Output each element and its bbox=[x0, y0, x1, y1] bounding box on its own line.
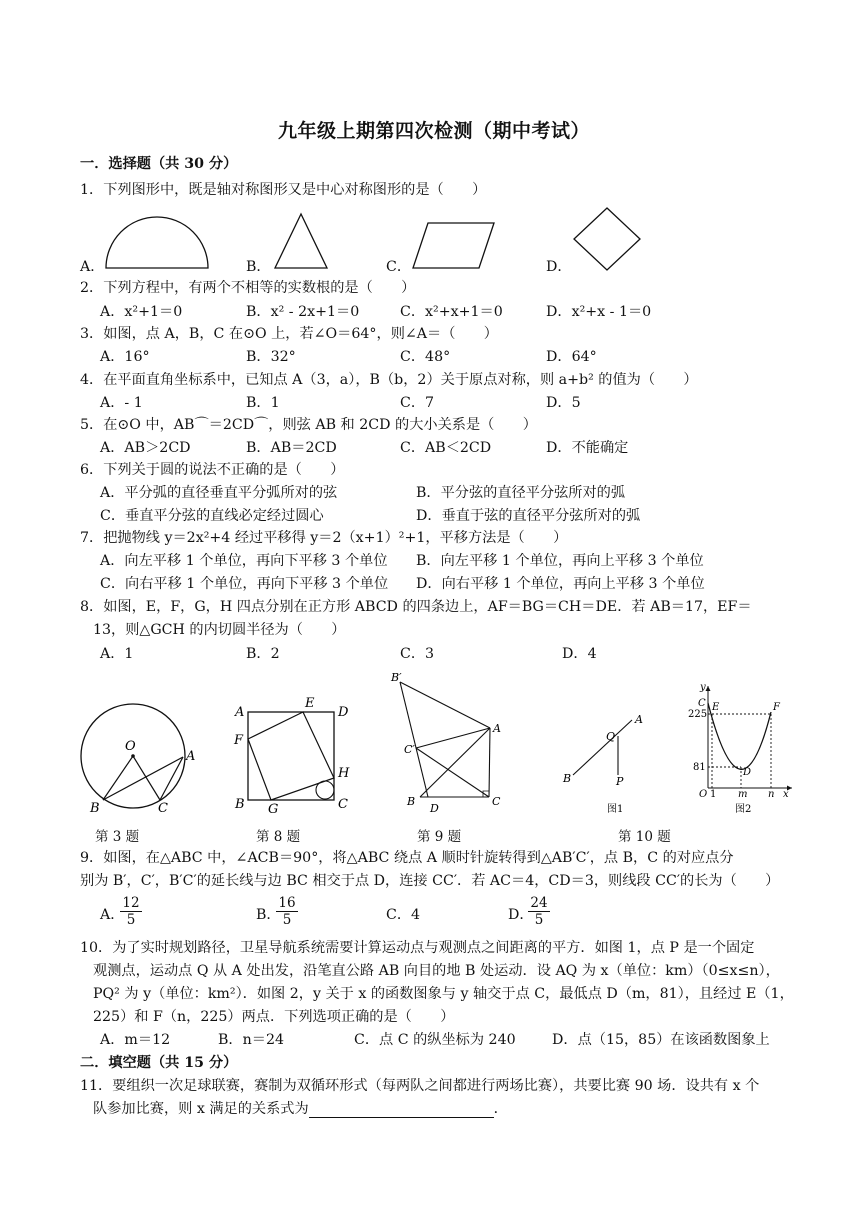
question-8-line1: 8．如图，E，F，G，H 四点分别在正方形 ABCD 的四条边上，AF＝BG＝CH＝DE．若 AB＝17，EF＝ bbox=[80, 599, 752, 615]
fig3-label-o: O bbox=[125, 739, 136, 754]
q1-option-b: B． bbox=[246, 259, 271, 275]
q5-option-d: D．不能确定 bbox=[546, 440, 629, 456]
figure-q3 bbox=[81, 704, 195, 816]
question-10-line4: 225）和 F（n，225）两点．下列选项正确的是（ ） bbox=[93, 1009, 455, 1025]
q8-option-b: B．2 bbox=[246, 646, 280, 662]
q7-option-a: A．向左平移 1 个单位，再向下平移 3 个单位 bbox=[100, 553, 388, 569]
q9-option-c: C．4 bbox=[386, 907, 421, 923]
caption-q9: 第 9 题 bbox=[417, 829, 462, 845]
caption-q8: 第 8 题 bbox=[256, 829, 301, 845]
fig10-label-b: B bbox=[563, 772, 572, 785]
fig10b-label-n: n bbox=[768, 789, 775, 800]
question-9-line1: 9．如图，在△ABC 中，∠ACB＝90°，将△ABC 绕点 A 顺时针旋转得到△AB′C′，点 B，C 的对应点分 bbox=[80, 850, 734, 866]
q9-option-a-fraction: $\frac{12}{5}$ bbox=[120, 896, 142, 927]
question-11-line1: 11．要组织一次足球联赛，赛制为双循环形式（每两队之间都进行两场比赛），共要比赛 90 场．设共有 x 个 bbox=[80, 1078, 760, 1094]
q1-option-c: C． bbox=[386, 259, 412, 275]
q3-option-b: B．32° bbox=[246, 349, 296, 365]
q5-option-b: B．AB＝2CD bbox=[246, 440, 337, 456]
fig10b-label-1: 1 bbox=[710, 789, 717, 800]
question-9-line2: 别为 B′，C′，B′C′的延长线与边 BC 相交于点 D，连接 CC′．若 AC＝4，CD＝3，则线段 CC′的长为（ ） bbox=[80, 873, 780, 889]
fig10b-label-f: F bbox=[773, 702, 780, 713]
fig9-label-c: C bbox=[492, 795, 501, 808]
q9-option-a: A． bbox=[100, 907, 125, 923]
fig8-label-b: B bbox=[235, 797, 245, 812]
q4-option-d: D．5 bbox=[546, 395, 581, 411]
fig9-label-bprime: B′ bbox=[391, 671, 402, 684]
caption-q10: 第 10 题 bbox=[618, 829, 671, 845]
fig10b-label-81: 81 bbox=[693, 762, 706, 773]
fig10b-label-m: m bbox=[738, 789, 748, 800]
page-title: 九年级上期第四次检测（期中考试） bbox=[277, 120, 590, 142]
fig10b-label-e: E bbox=[712, 702, 720, 713]
figure-q8 bbox=[233, 696, 350, 817]
q3-option-a: A．16° bbox=[100, 349, 150, 365]
question-11-line2-end: ． bbox=[493, 1101, 508, 1117]
q4-option-a: A．- 1 bbox=[100, 395, 143, 411]
fig10b-label-x: x bbox=[783, 789, 789, 800]
q1-option-d: D． bbox=[546, 259, 572, 275]
q6-option-d: D．垂直于弦的直径平分弦所对的弧 bbox=[416, 508, 641, 524]
q7-option-b: B．向左平移 1 个单位，再向上平移 3 个单位 bbox=[416, 553, 704, 569]
question-7: 7．把抛物线 y＝2x²+4 经过平移得 y＝2（x+1）²+1，平移方法是（ ） bbox=[80, 530, 568, 546]
fig8-label-h: H bbox=[338, 766, 350, 781]
fig8-label-f: F bbox=[234, 733, 244, 748]
q9-option-d: D． bbox=[508, 907, 534, 923]
fig10-caption-2: 图2 bbox=[735, 804, 752, 815]
q2-option-d: D．x²+x - 1＝0 bbox=[546, 304, 652, 320]
figure-q10-2 bbox=[688, 682, 792, 815]
question-11-line2 bbox=[93, 1100, 508, 1118]
q8-option-a: A．1 bbox=[100, 646, 134, 662]
q7-option-c: C．向右平移 1 个单位，再向下平移 3 个单位 bbox=[100, 576, 389, 592]
fig8-label-a: A bbox=[235, 705, 245, 720]
q6-option-a: A．平分弧的直径垂直平分弧所对的弦 bbox=[100, 485, 338, 501]
question-8-line2: 13，则△GCH 的内切圆半径为（ ） bbox=[93, 622, 346, 638]
fig9-label-a: A bbox=[493, 722, 501, 735]
fig9-label-d: D bbox=[430, 802, 439, 815]
q4-option-c: C．7 bbox=[400, 395, 435, 411]
q7-option-d: D．向右平移 1 个单位，再向上平移 3 个单位 bbox=[416, 576, 705, 592]
fig9-label-b: B bbox=[407, 795, 416, 808]
fig10b-label-o: O bbox=[699, 789, 708, 800]
q2-option-c: C．x²+x+1＝0 bbox=[400, 304, 503, 320]
fig3-label-b: B bbox=[90, 801, 100, 816]
fig8-label-c: C bbox=[338, 797, 348, 812]
q5-option-a: A．AB＞2CD bbox=[100, 440, 191, 456]
q3-option-c: C．48° bbox=[400, 349, 451, 365]
question-5: 5．在⊙O 中，AB⌒＝2CD⌒，则弦 AB 和 2CD 的大小关系是（ ） bbox=[80, 417, 537, 433]
question-10-line1: 10．为了实时规划路径，卫星导航系统需要计算运动点与观测点之间距离的平方．如图 1，点 P 是一个固定 bbox=[80, 940, 755, 956]
fig10-caption-1: 图1 bbox=[607, 804, 624, 815]
question-2: 2．下列方程中，有两个不相等的实数根的是（ ） bbox=[80, 280, 416, 296]
fig8-label-e: E bbox=[305, 696, 315, 711]
q3-option-d: D．64° bbox=[546, 349, 597, 365]
q2-option-b: B．x² - 2x+1＝0 bbox=[246, 304, 360, 320]
q10-option-c: C．点 C 的纵坐标为 240 bbox=[354, 1032, 516, 1048]
q10-option-a: A．m＝12 bbox=[100, 1032, 171, 1048]
fig9-label-cprime: C′ bbox=[404, 743, 415, 756]
question-10-line3: PQ² 为 y（单位：km²）．如图 2，y 关于 x 的函数图象与 y 轴交于点 C，最低点 D（m，81），且经过 E（1， bbox=[93, 986, 794, 1002]
question-6: 6．下列关于圆的说法不正确的是（ ） bbox=[80, 462, 345, 478]
q9-option-b: B． bbox=[256, 907, 281, 923]
section-choice-heading: 一．选择题（共 30 分） bbox=[80, 156, 238, 172]
question-11-line2-text: 队参加比赛，则 x 满足的关系式为 bbox=[93, 1101, 309, 1117]
fig8-label-d: D bbox=[338, 705, 349, 720]
fig10-label-q: Q bbox=[606, 730, 616, 743]
fig8-label-g: G bbox=[268, 802, 279, 817]
q6-option-b: B．平分弦的直径平分弦所对的弧 bbox=[416, 485, 626, 501]
q9-option-b-fraction: $\frac{16}{5}$ bbox=[276, 896, 298, 927]
fig10-label-a: A bbox=[635, 713, 643, 726]
question-10-line2: 观测点，运动点 Q 从 A 处出发，沿笔直公路 AB 向目的地 B 处运动．设 AQ 为 x（单位：km）（0≤x≤n）， bbox=[93, 963, 780, 979]
fig10b-label-225: 225 bbox=[688, 709, 708, 720]
q10-option-b: B．n＝24 bbox=[218, 1032, 284, 1048]
fig10b-label-d: D bbox=[743, 767, 752, 778]
q8-option-d: D．4 bbox=[562, 646, 597, 662]
q2-option-a: A．x²+1＝0 bbox=[100, 304, 183, 320]
q4-option-b: B．1 bbox=[246, 395, 280, 411]
q1-option-a: A． bbox=[80, 259, 105, 275]
caption-q3: 第 3 题 bbox=[95, 829, 140, 845]
q8-option-c: C．3 bbox=[400, 646, 435, 662]
question-3: 3．如图，点 A，B，C 在⊙O 上，若∠O＝64°，则∠A＝（ ） bbox=[80, 326, 498, 342]
q5-option-c: C．AB＜2CD bbox=[400, 440, 492, 456]
fig10b-label-y: y bbox=[700, 682, 706, 693]
q9-option-d-fraction: $\frac{24}{5}$ bbox=[528, 896, 550, 927]
fig3-label-c: C bbox=[158, 801, 168, 816]
figure-q9 bbox=[390, 671, 501, 815]
fig3-label-a: A bbox=[186, 749, 196, 764]
q6-option-c: C．垂直平分弦的直线必定经过圆心 bbox=[100, 508, 324, 524]
fig10-label-p: P bbox=[616, 775, 624, 788]
section-fill-heading: 二．填空题（共 15 分） bbox=[80, 1055, 238, 1071]
q10-option-d: D．点（15，85）在该函数图象上 bbox=[552, 1032, 770, 1048]
question-4: 4．在平面直角坐标系中，已知点 A（3，a），B（b，2）关于原点对称，则 a+b² 的值为（ ） bbox=[80, 372, 698, 388]
question-1: 1．下列图形中，既是轴对称图形又是中心对称图形的是（ ） bbox=[80, 182, 487, 198]
answer-blank[interactable] bbox=[309, 1103, 494, 1118]
fig10b-label-c: C bbox=[698, 698, 706, 709]
figure-q10-1 bbox=[562, 713, 643, 815]
